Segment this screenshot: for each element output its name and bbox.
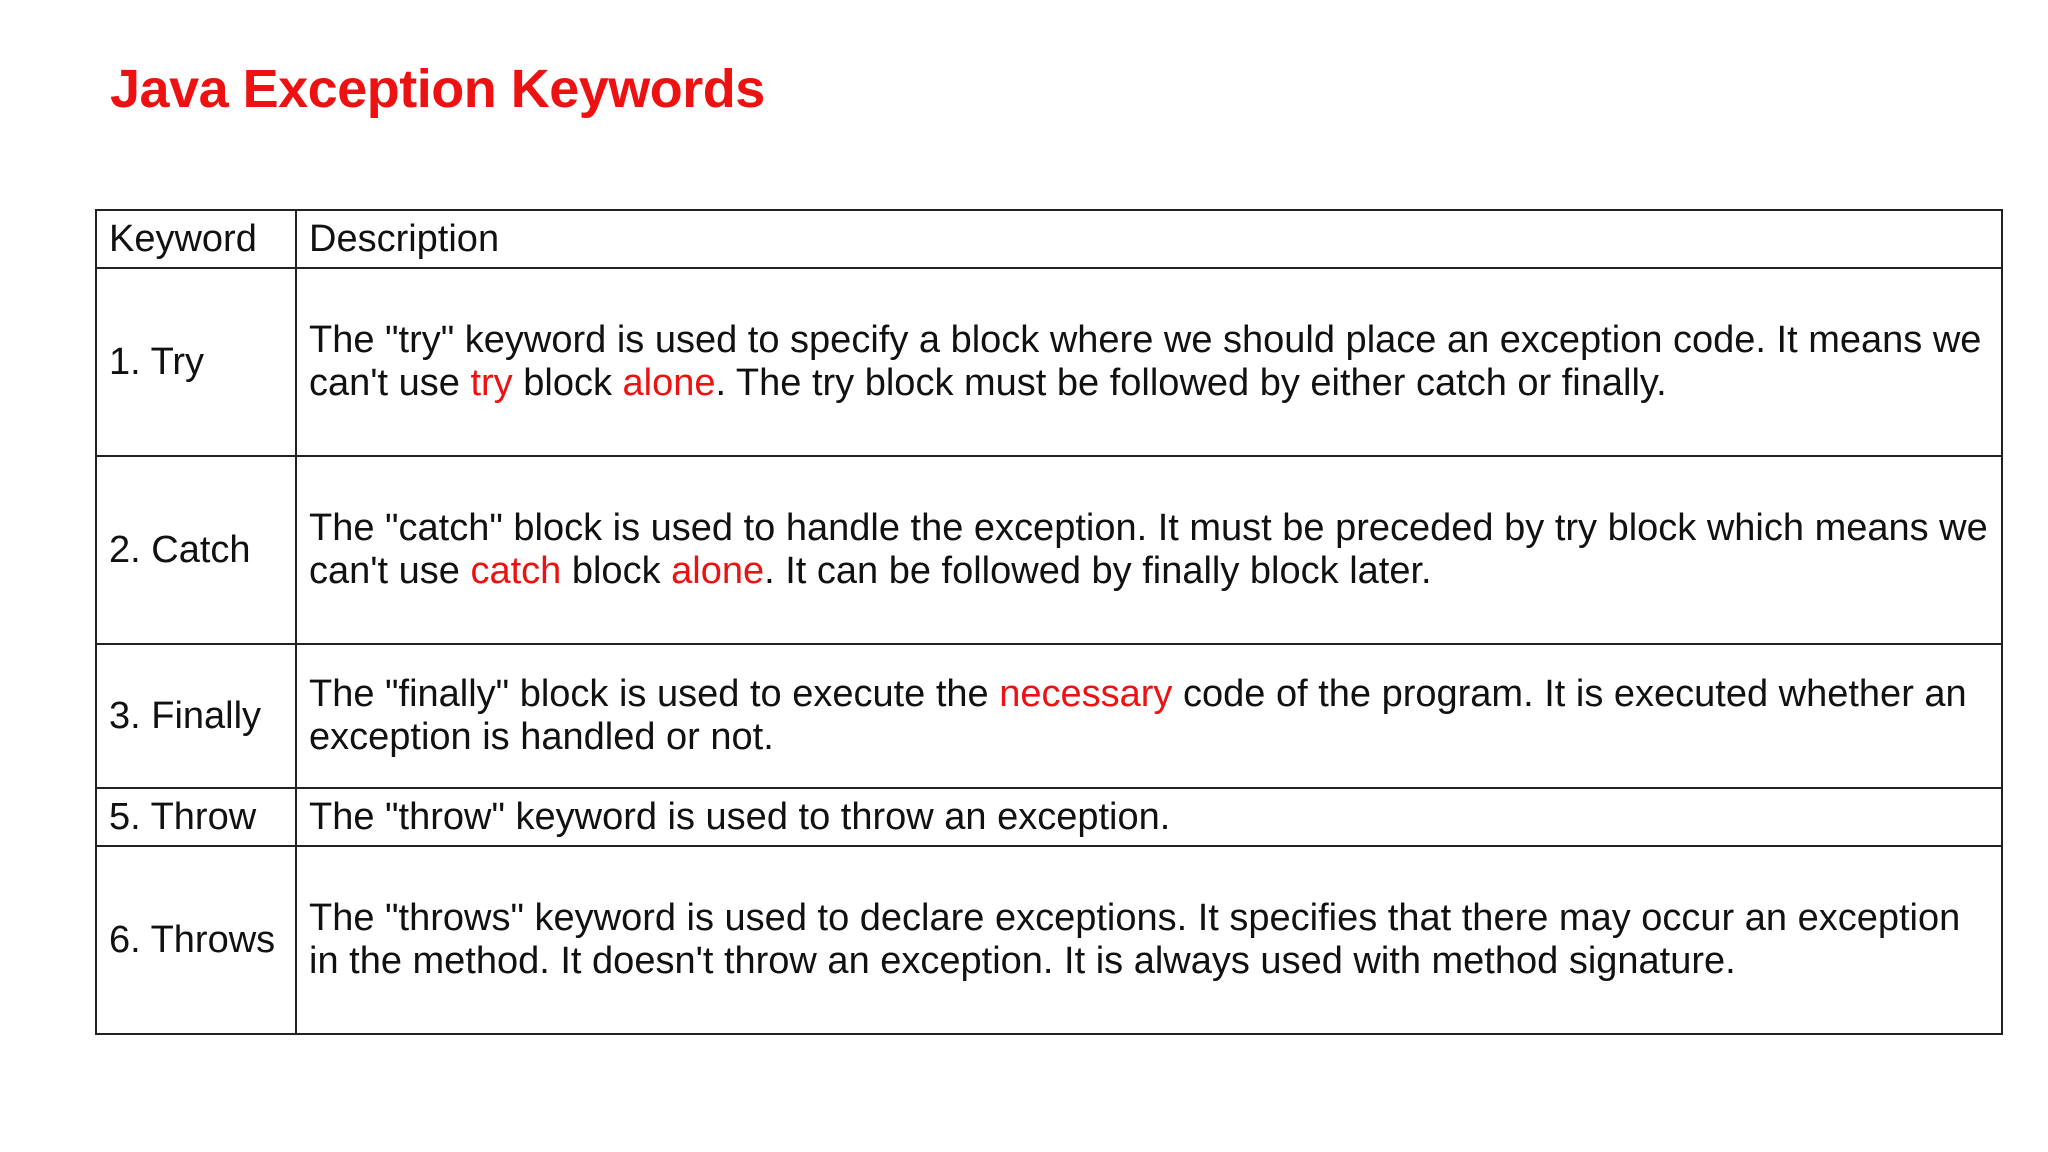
description-cell xyxy=(296,788,2002,846)
description-segment: block xyxy=(512,362,623,404)
description-segment: code of the program. It is executed whether an exception is handled or not. xyxy=(309,673,1967,758)
highlighted-word: necessary xyxy=(999,673,1173,715)
header-keyword: Keyword xyxy=(96,210,296,268)
description-segment: The "finally" block is used to execute the xyxy=(309,673,1000,715)
description-segment: The "try" keyword is used to specify a block where we should place an exception code. It means we can't use xyxy=(309,319,1982,404)
keyword-cell: 6. Throws xyxy=(96,846,296,1034)
description-segment: . It can be followed by finally block later. xyxy=(764,550,1432,592)
table-row xyxy=(96,644,2002,788)
keyword-cell: 5. Throw xyxy=(96,788,296,846)
table-row xyxy=(96,268,2002,456)
description-segment: block xyxy=(561,550,672,592)
keyword-cell: 1. Try xyxy=(96,268,296,456)
highlighted-word: try xyxy=(470,362,513,404)
table-row xyxy=(96,456,2002,644)
slide-title: Java Exception Keywords xyxy=(110,59,765,119)
table-row xyxy=(96,788,2002,846)
description-segment: The "throw" keyword is used to throw an exception. xyxy=(309,795,1171,838)
description-segment: The "throws" keyword is used to declare exceptions. It specifies that there may occur an exception in the method. It doesn't throw an exception. It is always used with method signature. xyxy=(309,897,1961,982)
table-header-row xyxy=(96,210,2002,268)
table-row xyxy=(96,846,2002,1034)
description-segment: The "catch" block is used to handle the exception. It must be preceded by try block which means we can't use xyxy=(309,507,1988,592)
highlighted-word: catch xyxy=(470,550,562,592)
description-cell xyxy=(296,456,2002,644)
description-cell xyxy=(296,846,2002,1034)
header-description: Description xyxy=(296,210,2002,268)
description-cell xyxy=(296,644,2002,788)
highlighted-word: alone xyxy=(671,550,765,592)
description-cell xyxy=(296,268,2002,456)
keyword-cell: 3. Finally xyxy=(96,644,296,788)
keywords-table xyxy=(95,209,2003,1035)
highlighted-word: alone xyxy=(622,362,716,404)
keyword-cell: 2. Catch xyxy=(96,456,296,644)
description-segment: . The try block must be followed by either catch or finally. xyxy=(715,362,1667,404)
